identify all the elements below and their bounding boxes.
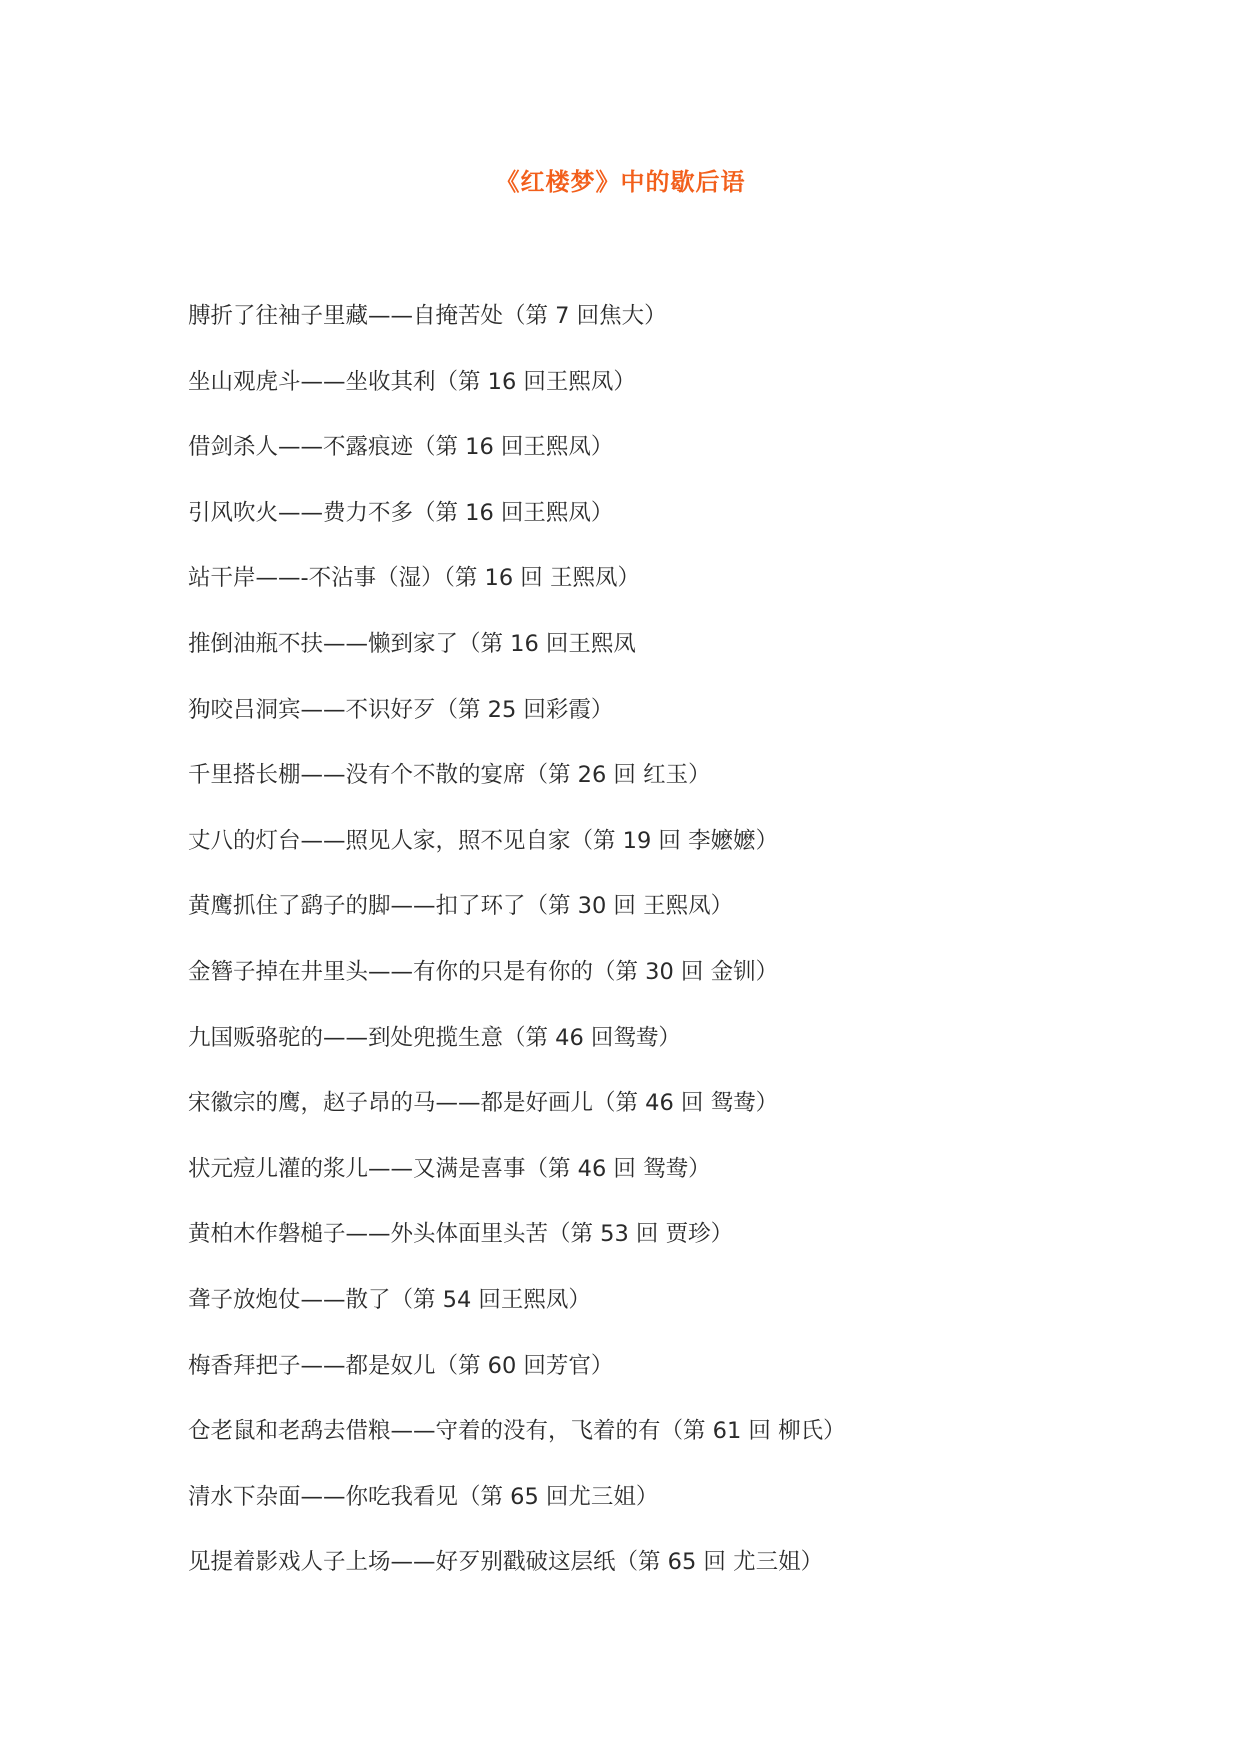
proverb-entry: 坐山观虎斗——坐收其利（第 16 回王熙凤） bbox=[188, 368, 636, 395]
proverb-entry: 推倒油瓶不扶——懒到家了（第 16 回王熙凤 bbox=[188, 630, 636, 657]
proverb-entry: 丈八的灯台——照见人家，照不见自家（第 19 回 李嬷嬷） bbox=[188, 827, 779, 854]
proverb-entry: 膊折了往袖子里藏——自掩苦处（第 7 回焦大） bbox=[188, 303, 667, 329]
proverb-list bbox=[188, 296, 1188, 1608]
document-title: 《红楼梦》中的歇后语 bbox=[495, 168, 746, 196]
proverb-entry: 黄鹰抓住了鹞子的脚——扣了环了（第 30 回 王熙凤） bbox=[188, 893, 734, 920]
proverb-entry: 仓老鼠和老鸹去借粮——守着的没有，飞着的有（第 61 回 柳氏） bbox=[188, 1418, 846, 1445]
proverb-entry: 借剑杀人——不露痕迹（第 16 回王熙凤） bbox=[188, 434, 614, 461]
proverb-entry: 聋子放炮仗——散了（第 54 回王熙凤） bbox=[188, 1286, 591, 1313]
proverb-entry: 金簪子掉在井里头——有你的只是有你的（第 30 回 金钏） bbox=[188, 958, 779, 985]
proverb-entry: 黄柏木作磐槌子——外头体面里头苦（第 53 回 贾珍） bbox=[188, 1221, 734, 1248]
proverb-entry: 见提着影戏人子上场——好歹别戳破这层纸（第 65 回 尤三姐） bbox=[188, 1549, 824, 1576]
proverb-entry: 引风吹火——费力不多（第 16 回王熙凤） bbox=[188, 499, 614, 526]
proverb-entry: 九国贩骆驼的——到处兜揽生意（第 46 回鸳鸯） bbox=[188, 1024, 681, 1051]
proverb-entry: 狗咬吕洞宾——不识好歹（第 25 回彩霞） bbox=[188, 696, 614, 723]
proverb-entry: 站干岸——-不沾事（湿）（第 16 回 王熙凤） bbox=[188, 565, 640, 592]
proverb-entry: 千里搭长棚——没有个不散的宴席（第 26 回 红玉） bbox=[188, 762, 711, 789]
proverb-entry: 梅香拜把子——都是奴儿（第 60 回芳官） bbox=[188, 1352, 614, 1379]
proverb-entry: 宋徽宗的鹰，赵子昂的马——都是好画儿（第 46 回 鸳鸯） bbox=[188, 1090, 779, 1117]
proverb-entry: 状元痘儿灌的浆儿——又满是喜事（第 46 回 鸳鸯） bbox=[188, 1155, 711, 1182]
proverb-entry: 清水下杂面——你吃我看见（第 65 回尤三姐） bbox=[188, 1483, 659, 1510]
